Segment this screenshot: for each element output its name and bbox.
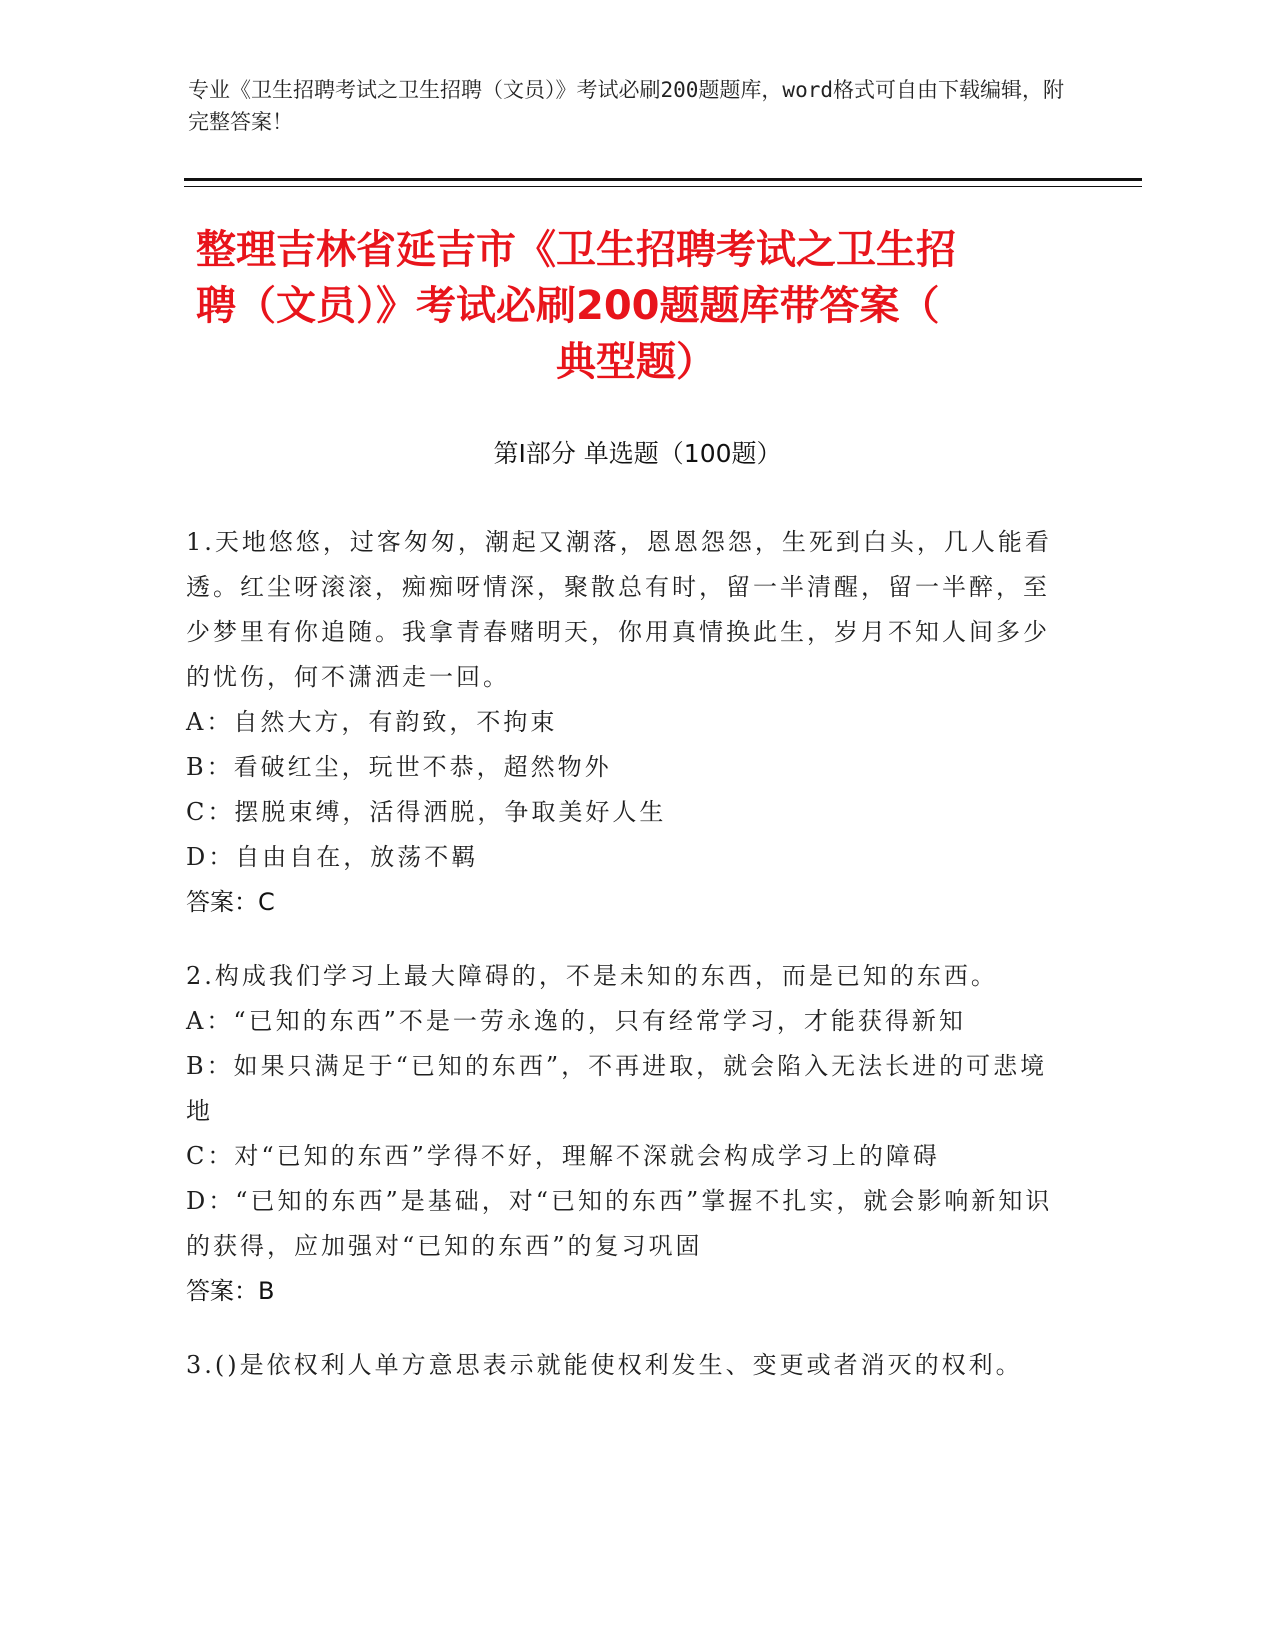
header-note: 专业《卫生招聘考试之卫生招聘（文员）》考试必刷200题题库，word格式可自由下载编辑，附完整答案！: [188, 78, 1064, 134]
header-divider-thin: [184, 186, 1142, 187]
question-2-text: 2.构成我们学习上最大障碍的，不是未知的东西，而是已知的东西。: [186, 962, 998, 990]
title-line-3: 典型题）: [556, 339, 716, 385]
question-1-option-b: B：看破红尘，玩世不恭，超然物外: [186, 753, 612, 781]
question-1-answer: 答案：C: [186, 888, 275, 916]
question-1-text: 1.天地悠悠，过客匆匆，潮起又潮落，恩恩怨怨，生死到白头，几人能看透。红尘呀滚滚，痴痴呀情深，聚散总有时，留一半清醒，留一半醉，至少梦里有你追随。我拿青春赌明天，你用真情换此生，岁月不知人间多少的忧伤，何不潇洒走一回。: [186, 528, 1052, 691]
question-1-option-c: C：摆脱束缚，活得洒脱，争取美好人生: [186, 798, 667, 826]
question-2-answer: 答案：B: [186, 1277, 275, 1305]
document-title: [196, 222, 1076, 390]
question-2: [186, 954, 1066, 1313]
question-2-option-b: B：如果只满足于“已知的东西”，不再进取，就会陷入无法长进的可悲境地: [186, 1052, 1048, 1125]
question-2-option-c: C：对“已知的东西”学得不好，理解不深就会构成学习上的障碍: [186, 1142, 940, 1170]
question-1: [186, 520, 1066, 924]
question-2-option-a: A：“已知的东西”不是一劳永逸的，只有经常学习，才能获得新知: [186, 1007, 966, 1035]
question-3-text: 3.()是依权利人单方意思表示就能使权利发生、变更或者消灭的权利。: [186, 1351, 1023, 1379]
title-line-2: 聘（文员）》考试必刷200题题库带答案（: [196, 283, 940, 329]
question-2-option-d: D：“已知的东西”是基础，对“已知的东西”掌握不扎实，就会影响新知识的获得，应加强对“已知的东西”的复习巩固: [186, 1187, 1053, 1260]
question-list: [186, 520, 1066, 1418]
question-3: [186, 1343, 1066, 1388]
title-line-1: 整理吉林省延吉市《卫生招聘考试之卫生招: [196, 227, 956, 273]
question-1-option-d: D：自由自在，放荡不羁: [186, 843, 479, 871]
question-1-option-a: A：自然大方，有韵致，不拘束: [186, 708, 558, 736]
section-heading: 第Ⅰ部分 单选题（100题）: [493, 439, 782, 468]
header-divider-thick: [184, 178, 1142, 181]
